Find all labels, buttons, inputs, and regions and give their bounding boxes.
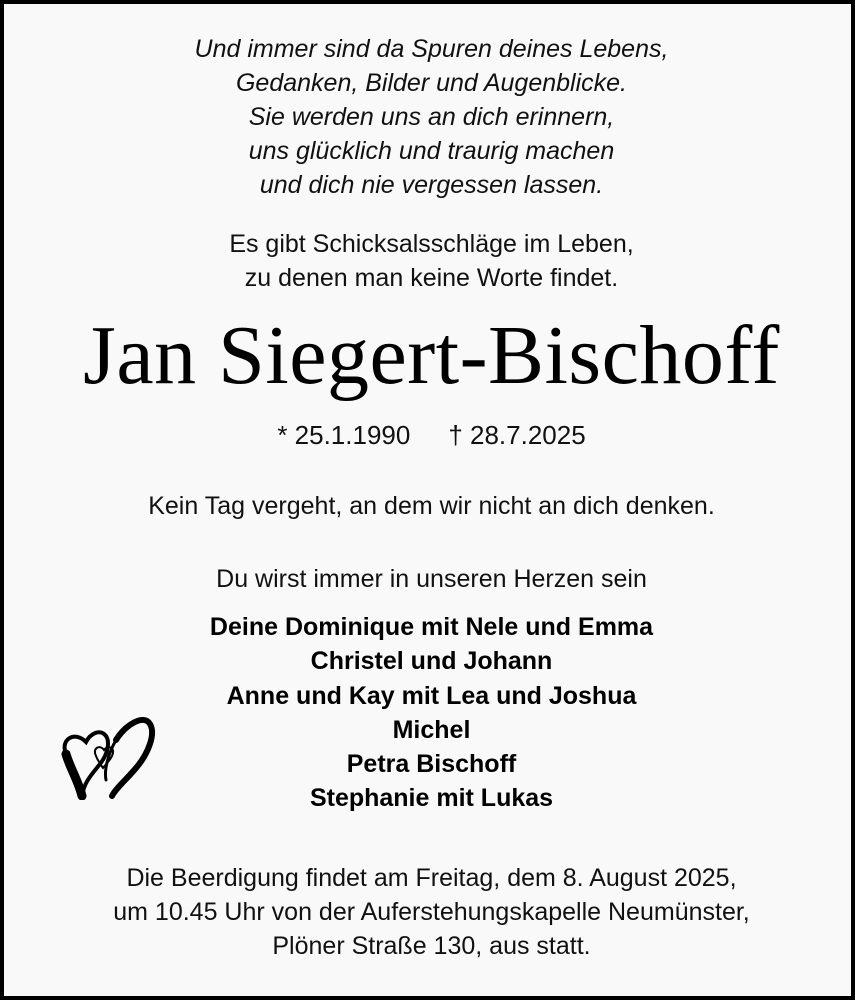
poem-line: Und immer sind da Spuren deines Lebens,	[194, 35, 669, 63]
memorial-poem	[4, 32, 855, 202]
funeral-line: Die Beerdigung findet am Freitag, dem 8. August 2025,	[126, 864, 737, 892]
birth-date: * 25.1.1990	[277, 420, 411, 450]
hearts-line: Du wirst immer in unseren Herzen sein	[216, 565, 647, 593]
remembrance-line: Kein Tag vergeht, an dem wir nicht an dich denken.	[148, 492, 715, 520]
poem-line: Gedanken, Bilder und Augenblicke.	[235, 69, 627, 97]
funeral-line: um 10.45 Uhr von der Auferstehungskapelle Neumünster,	[113, 898, 750, 926]
mourner-entry: Petra Bischoff	[346, 750, 517, 779]
poem-line: Sie werden uns an dich erinnern,	[248, 103, 615, 131]
fate-quote-line: Es gibt Schicksalsschläge im Leben,	[229, 230, 634, 258]
poem-line: uns glücklich und traurig machen	[248, 137, 615, 165]
mourner-entry: Deine Dominique mit Nele und Emma	[209, 613, 654, 641]
mourner-entry: Michel	[392, 715, 471, 744]
double-heart-icon	[56, 710, 156, 800]
funeral-line: Plöner Straße 130, aus statt.	[272, 932, 591, 960]
fate-quote-line: zu denen man keine Worte findet.	[244, 264, 619, 292]
deceased-name: Jan Siegert-Bischoff	[83, 309, 780, 402]
funeral-details	[4, 861, 855, 963]
fate-quote	[4, 227, 855, 295]
mourner-entry: Christel und Johann	[310, 647, 553, 676]
mourner-entry: Stephanie mit Lukas	[309, 784, 554, 813]
mourner-entry: Anne und Kay mit Lea und Joshua	[226, 681, 637, 710]
poem-line: und dich nie vergessen lassen.	[259, 171, 604, 199]
death-date: † 28.7.2025	[448, 420, 586, 450]
life-dates	[4, 418, 855, 452]
